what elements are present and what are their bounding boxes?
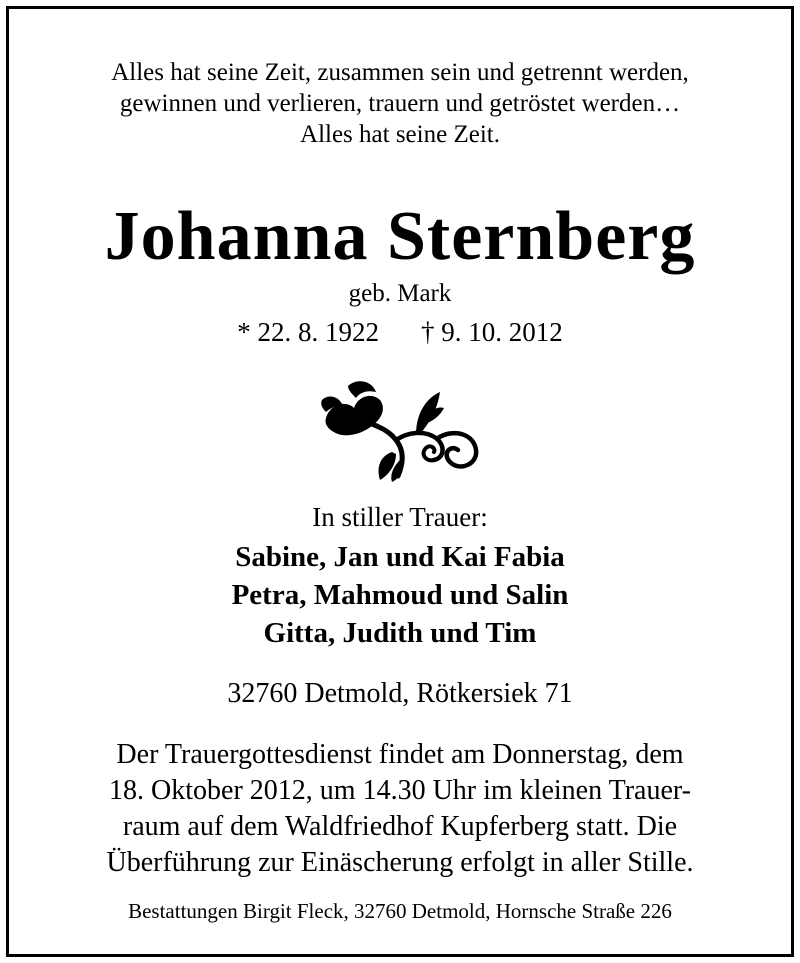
birth-date: * 22. 8. 1922	[237, 317, 379, 347]
funeral-home: Bestattungen Birgit Fleck, 32760 Detmold, Hornsche Straße 226	[128, 899, 672, 923]
service-announcement	[50, 737, 750, 881]
deceased-name: Johanna Sternberg	[104, 198, 696, 275]
maiden-name: geb. Mark	[348, 280, 452, 307]
death-date: † 9. 10. 2012	[421, 317, 563, 347]
motto-line: Alles hat seine Zeit, zusammen sein und getrennt werden,	[111, 59, 689, 86]
motto-line: Alles hat seine Zeit.	[300, 121, 500, 148]
service-line: Überführung zur Einäscherung erfolgt in aller Stille.	[106, 847, 694, 878]
family-address: 32760 Detmold, Rötkersiek 71	[227, 678, 573, 709]
service-line: Der Trauergottesdienst findet am Donnerstag, dem	[116, 739, 684, 770]
mourning-label: In stiller Trauer:	[312, 502, 488, 532]
service-line: raum auf dem Waldfriedhof Kupferberg statt. Die	[122, 811, 678, 842]
floral-ornament-icon	[320, 378, 484, 482]
mourner-line: Sabine, Jan und Kai Fabia	[235, 541, 565, 573]
life-dates	[0, 315, 800, 349]
motto-line: gewinnen und verlieren, trauern und getröstet werden…	[119, 90, 681, 117]
motto-verse	[0, 57, 800, 150]
mourners-list	[0, 538, 800, 652]
mourner-line: Gitta, Judith und Tim	[263, 617, 537, 649]
service-line: 18. Oktober 2012, um 14.30 Uhr im kleinen Trauer-	[109, 775, 691, 806]
mourner-line: Petra, Mahmoud und Salin	[231, 579, 569, 611]
